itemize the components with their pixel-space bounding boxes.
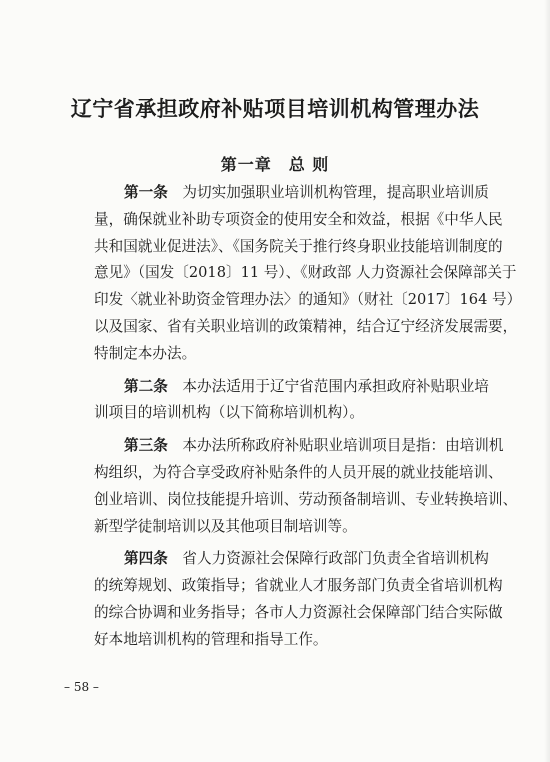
article-line: 训项目的培训机构（以下简称培训机构）。 [94, 404, 364, 422]
article-line [94, 546, 489, 573]
article-line: 构组织，为符合享受政府补贴条件的人员开展的就业技能培训、 [94, 463, 503, 481]
chapter-title: 第一章 总 则 [220, 155, 330, 174]
article-label: 第一条 [124, 184, 168, 201]
article-line: 意见》（国发〔2018〕11 号）、《财政部 人力资源社会保障部关于 [94, 264, 517, 282]
article-line: 的统筹规划、政策指导；省就业人才服务部门负责全省培训机构 [94, 577, 503, 595]
page-number: – 58 – [64, 680, 99, 694]
article-line: 好本地培训机构的管理和指导工作。 [94, 630, 328, 648]
article-line: 创业培训、岗位技能提升培训、劳动预备制培训、专业转换培训、 [94, 490, 518, 508]
document-title: 辽宁省承担政府补贴项目培训机构管理办法 [70, 96, 480, 121]
article-line: 特制定本办法。 [94, 344, 197, 362]
article-label: 第三条 [124, 437, 168, 455]
article-3 [94, 433, 518, 540]
article-label: 第四条 [124, 550, 168, 568]
article-line [94, 180, 489, 207]
article-line [94, 374, 489, 401]
article-label: 第二条 [124, 377, 168, 395]
article-line: 共和国就业促进法》、《国务院关于推行终身职业技能培训制度的 [94, 237, 503, 255]
page-edge-shadow [544, 0, 550, 762]
article-text: 本办法所称政府补贴职业培训项目是指：由培训机 [182, 437, 504, 455]
article-line: 新型学徒制培训以及其他项目制培训等。 [94, 517, 357, 535]
article-1 [94, 180, 522, 368]
article-line: 的综合协调和业务指导；各市人力资源社会保障部门结合实际做 [94, 603, 503, 621]
article-4 [94, 546, 503, 653]
article-line [94, 433, 504, 460]
article-2 [94, 374, 489, 428]
article-text: 为切实加强职业培训机构管理，提高职业培训质 [182, 184, 489, 201]
document-body [94, 180, 522, 654]
article-line: 以及国家、省有关职业培训的政策精神，结合辽宁经济发展需要， [94, 317, 518, 335]
article-text: 本办法适用于辽宁省范围内承担政府补贴职业培 [182, 377, 489, 395]
article-text: 省人力资源社会保障行政部门负责全省培训机构 [182, 550, 489, 568]
article-line: 量，确保就业补助专项资金的使用安全和效益，根据《中华人民 [94, 210, 503, 228]
article-line: 印发〈就业补助资金管理办法〉的通知》（财社〔2017〕164 号） [94, 291, 522, 309]
